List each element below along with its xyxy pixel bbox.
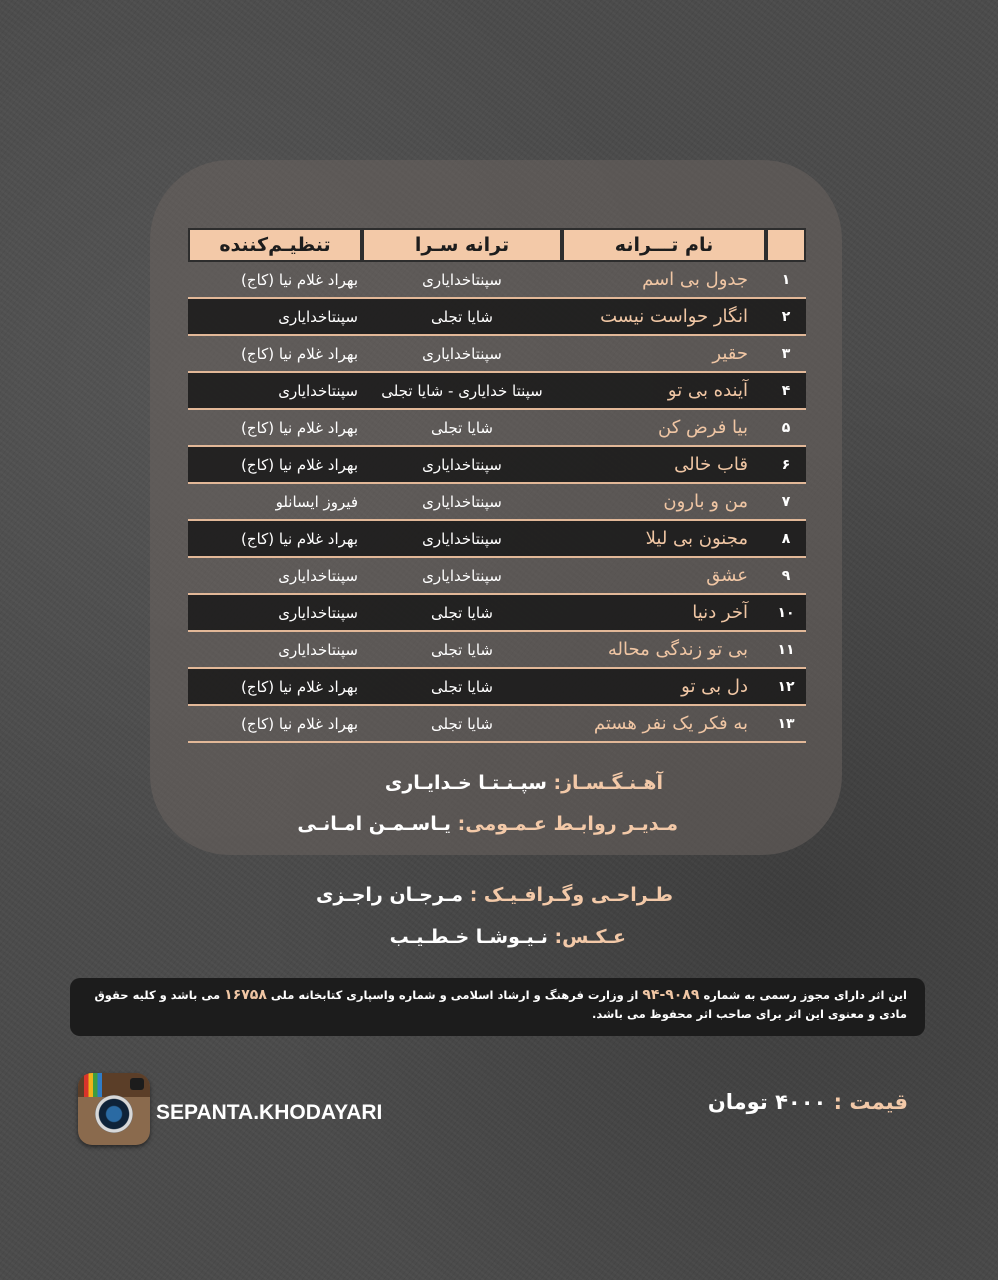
lyricist: شایا تجلی [431, 418, 493, 437]
header-arranger: تنظیـم‌کننده [188, 228, 362, 262]
permit-number: ۹۰۸۹-۹۴ [642, 987, 700, 1003]
instagram-handle[interactable]: SEPANTA.KHODAYARI [156, 1101, 383, 1124]
track-number: ۱ [781, 271, 791, 288]
lyricist: شایا تجلی [431, 677, 493, 696]
song-title: به فکر یک نفر هستم [593, 713, 748, 734]
table-row [188, 669, 806, 706]
song-title: بی تو زندگی محاله [607, 639, 748, 660]
track-number: ۹ [781, 567, 791, 584]
track-number: ۱۰ [777, 604, 795, 621]
song-title: انگار حواست نیست [600, 306, 748, 327]
table-header [188, 228, 806, 262]
photo-label: عـکـس: [554, 926, 626, 948]
track-number: ۱۱ [777, 641, 795, 658]
table-row [188, 558, 806, 595]
table-row [188, 521, 806, 558]
pr-label: مـدیـر روابـط عـمـومی: [457, 813, 678, 835]
track-number: ۷ [781, 493, 791, 510]
track-number: ۳ [781, 345, 791, 362]
arranger: سپنتاخدایاری [278, 603, 358, 622]
arranger: بهراد غلام نیا (کاج) [241, 677, 358, 696]
legal-text-1: این اثر دارای مجوز رسمی به شماره [703, 988, 907, 1002]
table-row [188, 484, 806, 521]
tracklist-table [188, 228, 806, 743]
photo-name: نـیـوشـا خـطـیـب [389, 926, 548, 948]
song-title: مجنون بی لیلا [645, 528, 748, 549]
arranger: بهراد غلام نیا (کاج) [241, 418, 358, 437]
table-row [188, 410, 806, 447]
arranger: بهراد غلام نیا (کاج) [241, 344, 358, 363]
arranger: بهراد غلام نیا (کاج) [241, 270, 358, 289]
pr-name: یـاسـمـن امـانـی [297, 813, 452, 835]
pr-credit [297, 813, 678, 835]
lyricist: سپنتا خدایاری - شایا تجلی [381, 381, 543, 400]
song-title: جدول بی اسم [642, 269, 748, 290]
table-row [188, 632, 806, 669]
lyricist: سپنتاخدایاری [422, 566, 502, 585]
table-row [188, 706, 806, 743]
table-row [188, 262, 806, 299]
track-number: ۴ [781, 382, 791, 399]
arranger: سپنتاخدایاری [278, 381, 358, 400]
table-row [188, 447, 806, 484]
table-row [188, 595, 806, 632]
composer-credit [385, 772, 663, 794]
lyricist: سپنتاخدایاری [422, 270, 502, 289]
song-title: قاب خالی [674, 454, 748, 475]
track-number: ۱۲ [777, 678, 795, 695]
track-number: ۲ [781, 308, 791, 325]
song-title: بیا فرض کن [658, 417, 748, 438]
library-number: ۱۶۷۵۸ [224, 987, 267, 1003]
photo-credit [390, 926, 626, 948]
song-title: من و بارون [663, 491, 748, 512]
lyricist: سپنتاخدایاری [422, 492, 502, 511]
lyricist: شایا تجلی [431, 307, 493, 326]
track-number: ۶ [781, 456, 791, 473]
lyricist: سپنتاخدایاری [422, 344, 502, 363]
song-title: آخر دنیا [692, 602, 748, 623]
graphic-name: مـرجـان راجـزی [315, 884, 464, 906]
price-label: قیمت : [833, 1090, 908, 1114]
table-row [188, 299, 806, 336]
track-number: ۸ [781, 530, 791, 547]
lyricist: شایا تجلی [431, 640, 493, 659]
arranger: سپنتاخدایاری [278, 640, 358, 659]
arranger: سپنتاخدایاری [278, 307, 358, 326]
header-number [766, 228, 806, 262]
song-title: دل بی تو [681, 676, 748, 697]
instagram-camera-icon[interactable] [78, 1073, 150, 1145]
header-lyricist: ترانه سـرا [362, 228, 562, 262]
legal-text-3: می باشد و کلیه حقوق مادی و معنوی این اثر برای صاحب اثر محفوظ می باشد. [94, 988, 907, 1021]
song-title: آینده بی تو [667, 380, 748, 401]
legal-text-2: از وزارت فرهنگ و ارشاد اسلامی و شماره واسپاری کتابخانه ملی [270, 988, 639, 1002]
graphic-credit [316, 884, 673, 906]
price-value: ۴۰۰۰ تومان [707, 1090, 827, 1114]
legal-notice [70, 978, 925, 1036]
table-row [188, 373, 806, 410]
arranger: بهراد غلام نیا (کاج) [241, 714, 358, 733]
lyricist: شایا تجلی [431, 603, 493, 622]
track-number: ۱۳ [777, 715, 795, 732]
song-title: حقیر [712, 343, 748, 364]
header-song: نام تـــرانه [562, 228, 766, 262]
track-number: ۵ [781, 419, 791, 436]
arranger: فیروز ایسانلو [275, 492, 358, 511]
song-title: عشق [706, 565, 748, 586]
table-row [188, 336, 806, 373]
arranger: بهراد غلام نیا (کاج) [241, 455, 358, 474]
lyricist: شایا تجلی [431, 714, 493, 733]
table-body [188, 262, 806, 743]
graphic-label: طـراحـی وگـرافـیـک : [469, 884, 673, 906]
composer-label: آهـنـگـسـاز: [553, 772, 663, 794]
arranger: بهراد غلام نیا (کاج) [241, 529, 358, 548]
price [708, 1090, 908, 1114]
arranger: سپنتاخدایاری [278, 566, 358, 585]
lyricist: سپنتاخدایاری [422, 529, 502, 548]
lyricist: سپنتاخدایاری [422, 455, 502, 474]
composer-name: سپـنـتـا خـدایـاری [384, 772, 547, 794]
